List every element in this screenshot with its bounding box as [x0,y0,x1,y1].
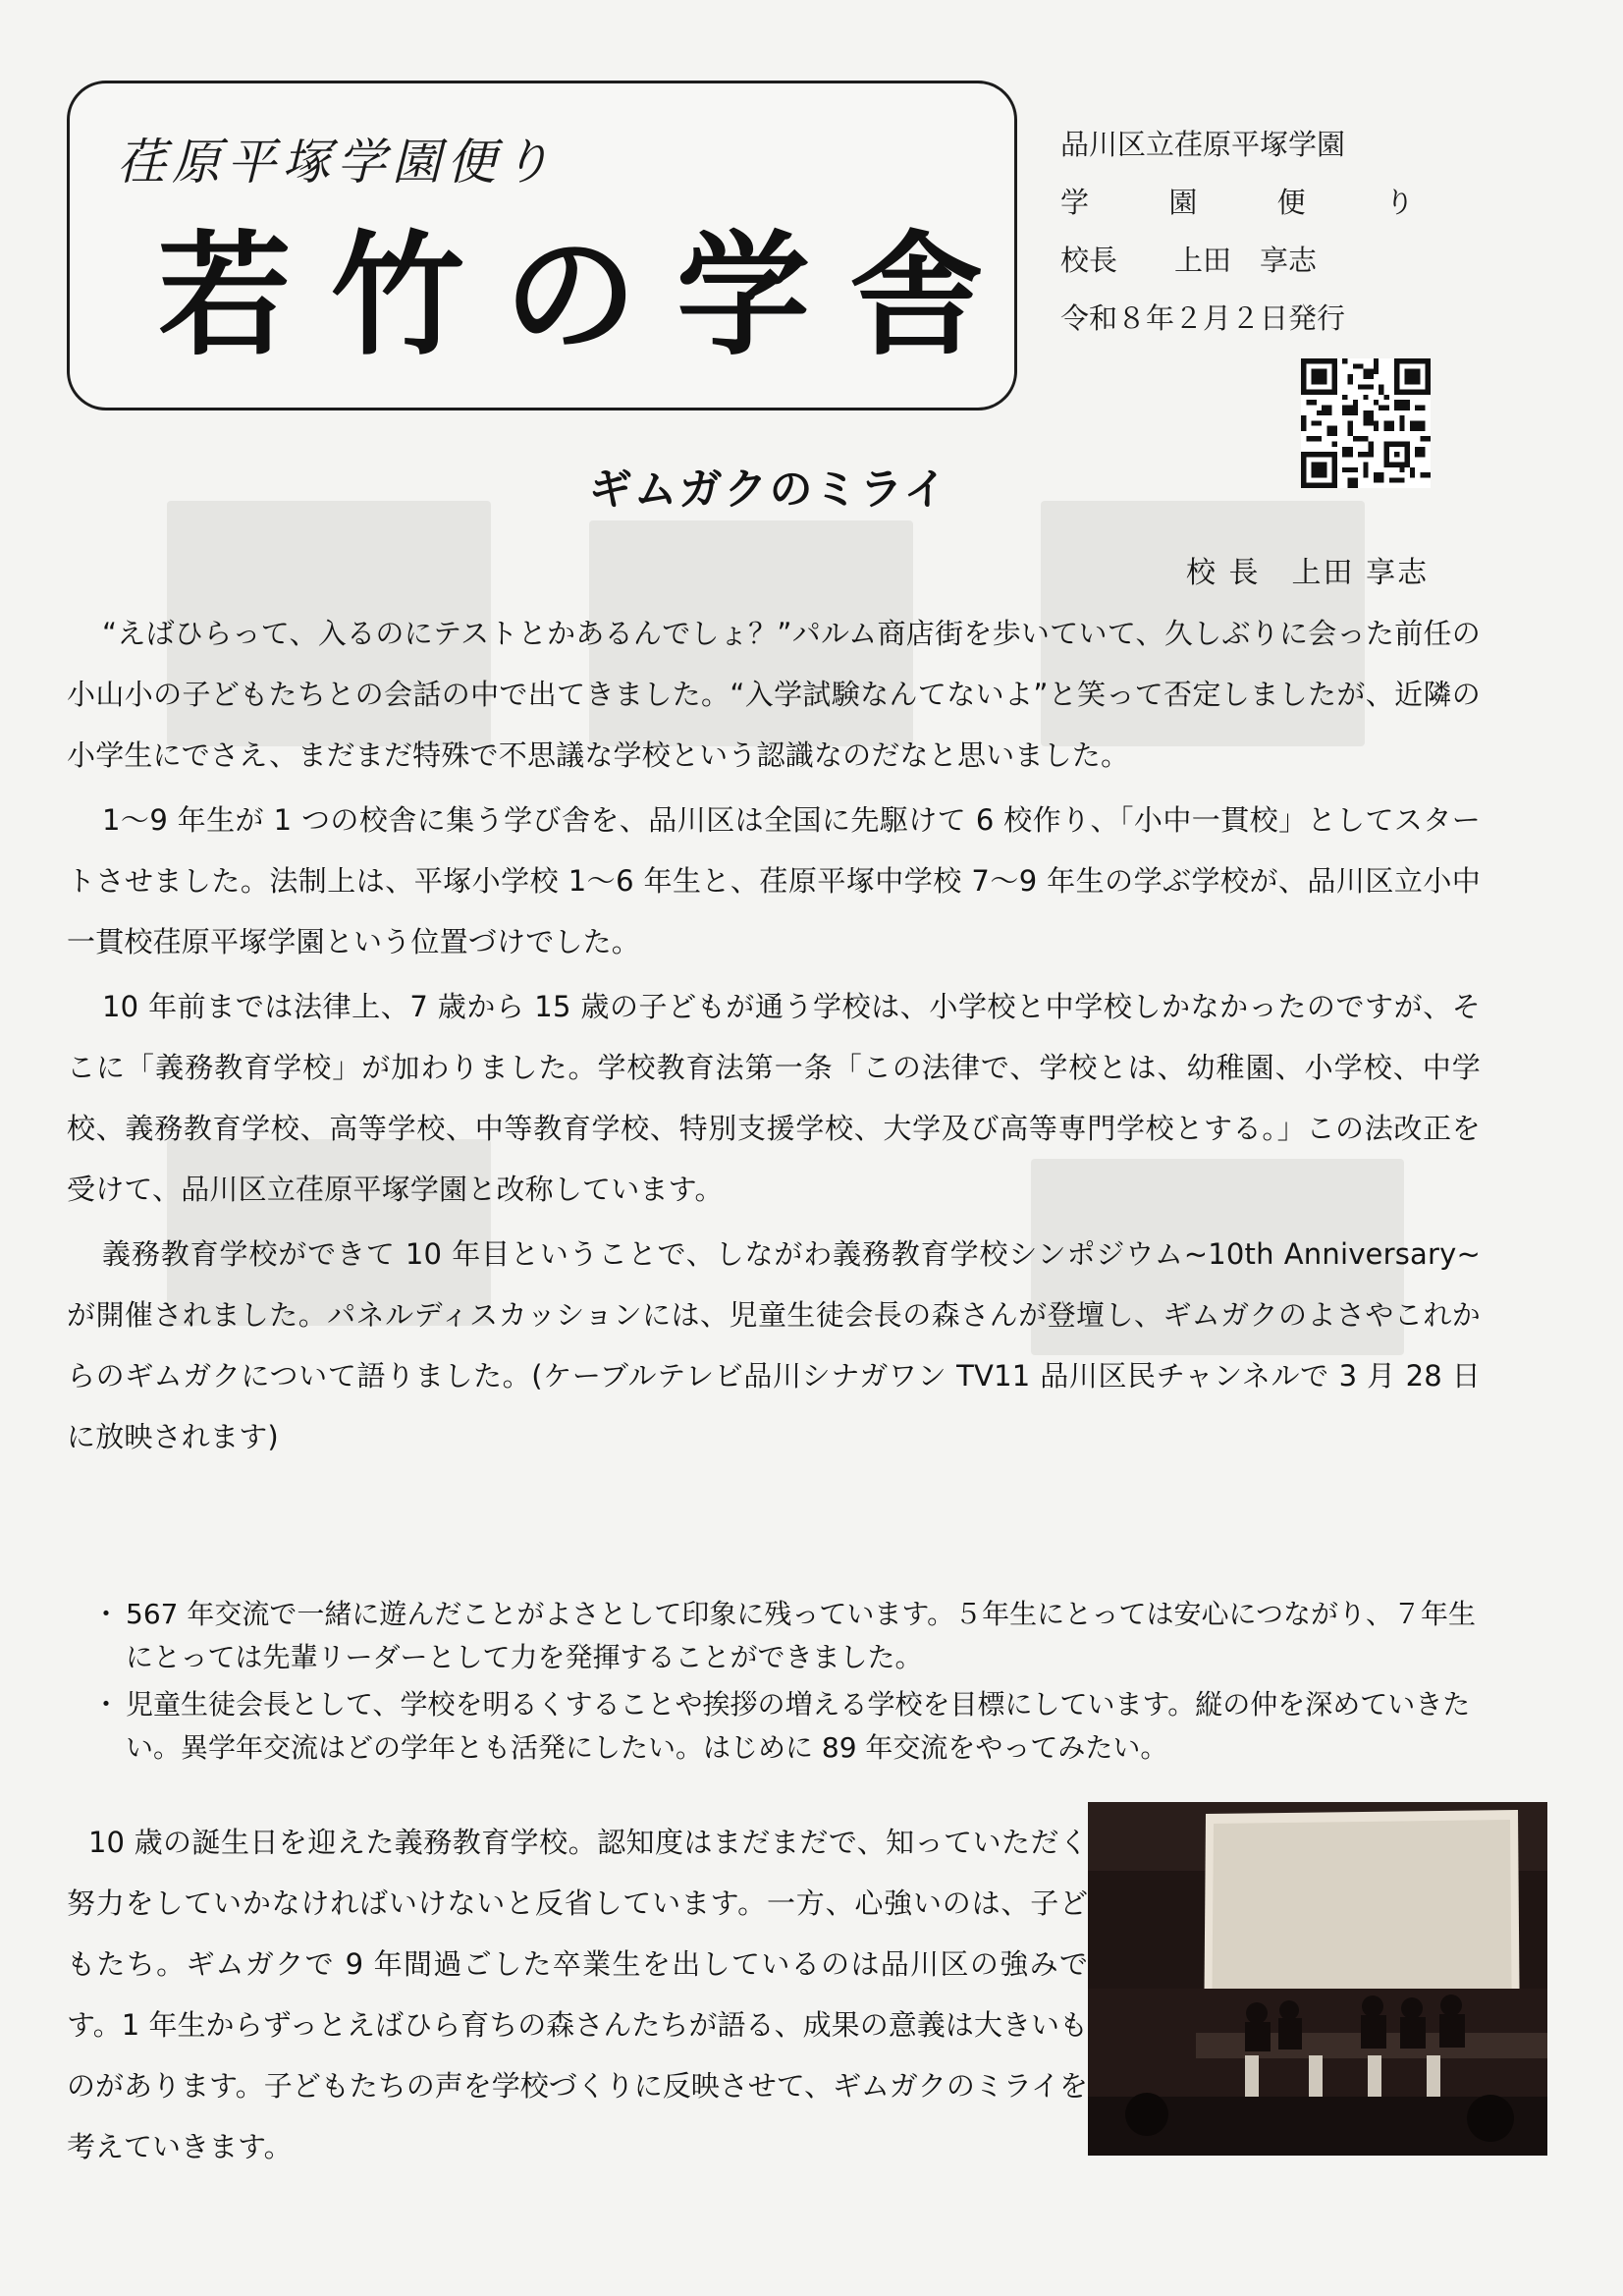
qr-code-graphic [1301,358,1431,488]
closing-paragraph: 10 歳の誕生日を迎えた義務教育学校。認知度はまだまだで、知っていただく努力をしていかなければいけないと反省しています。一方、心強いのは、子どもたち。ギムガクで 9 年間過ごした卒業生を出しているのは品川区の強みです。1 年生からずっとえばひら育ちの森さんたちが語る、成果の意義は大きいものがあります。子どもたちの声を学校づくりに反映させて、ギムガクのミライを考えていきます。 [67,1826,1088,2163]
issuer-date: 令和８年２月２日発行 [1060,301,1346,335]
list-item: ・ 児童生徒会長として、学校を明るくすることや挨拶の増える学校を目標にしています。縦の仲を深めていきたい。異学年交流はどの学年とも活発にしたい。はじめに 89 年交流をやってみたい。 [98,1683,1492,1770]
paragraph: 10 年前までは法律上、7 歳から 15 歳の子どもが通う学校は、小学校と中学校しかなかったのですが、そこに「義務教育学校」が加わりました。学校教育法第一条「この法律で、学校とは、幼稚園、小学校、中学校、義務教育学校、高等学校、中等教育学校、特別支援学校、大学及び高等専門学校とする。」この法改正を受けて、品川区立荏原平塚学園と改称しています。 [67,990,1481,1206]
paragraph: 義務教育学校ができて 10 年目ということで、しながわ義務教育学校シンポジウム~10th Anniversary~が開催されました。パネルディスカッションには、児童生徒会長の森さんが登壇し、ギムガクのよさやこれからのギムガクについて語りました。(ケーブルテレビ品川シナガワン TV11 品川区民チャンネルで 3 月 28 日に放映されます) [67,1237,1481,1453]
issuer-school: 品川区立荏原平塚学園 [1060,128,1346,161]
closing-section [67,1812,1088,2177]
article-byline: 校 長 上田 享志 [1186,556,1430,590]
issuer-block [1060,116,1453,348]
masthead-box [67,81,1022,410]
qr-code[interactable] [1301,358,1431,488]
symposium-photo-graphic [1088,1802,1547,2156]
panel-comments-list [98,1593,1492,1774]
masthead-title: 若竹の学舎 [158,217,1022,374]
issuer-bulletin-char: 学 [1060,186,1090,219]
list-item: ・ 567 年交流で一緒に遊んだことがよさとして印象に残っています。５年生にとっては安心につながり、７年生にとっては先輩リーダーとして力を発揮することができました。 [98,1593,1492,1679]
article-body [67,603,1481,1471]
masthead-subtitle: 荏原平塚学園便り [117,134,557,191]
issuer-bulletin-char: り [1384,186,1414,219]
issuer-bulletin-char: 便 [1276,186,1306,219]
issuer-bulletin-char: 園 [1168,186,1198,219]
issuer-principal: 校長 上田 享志 [1060,244,1318,277]
article-headline: ギムガクのミライ [589,465,949,515]
paragraph: “えばひらって、入るのにテストとかあるんでしょ？”パルム商店街を歩いていて、久しぶりに会った前任の小山小の子どもたちとの会話の中で出てきました。“入学試験なんてないよ”と笑って否定しましたが、近隣の小学生にでさえ、まだまだ特殊で不思議な学校という認識なのだなと思いました。 [67,617,1481,772]
paragraph: 1～9 年生が 1 つの校舎に集う学び舎を、品川区は全国に先駆けて 6 校作り、「小中一貫校」としてスタートさせました。法制上は、平塚小学校 1～6 年生と、荏原平塚中学校 7～9 年生の学ぶ学校が、品川区立小中一貫校荏原平塚学園という位置づけでした。 [67,803,1481,958]
issuer-bulletin [1060,174,1414,232]
symposium-photo [1088,1802,1547,2156]
